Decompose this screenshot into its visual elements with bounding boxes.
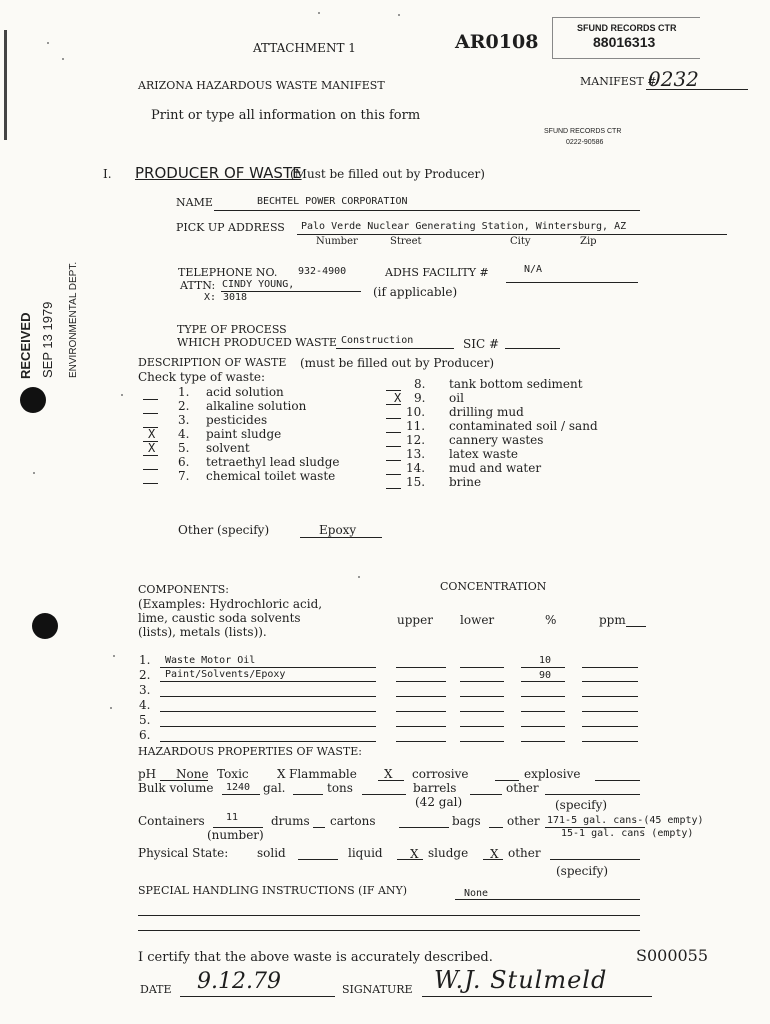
- waste-type-mark: X: [148, 427, 156, 441]
- waste-type-number: 10.: [406, 405, 426, 419]
- waste-type-label: brine: [449, 475, 482, 489]
- waste-type-label: solvent: [206, 441, 250, 455]
- sludge-mark: X: [490, 847, 499, 861]
- extension-value: 3018: [223, 292, 248, 303]
- waste-type-label: pesticides: [206, 413, 268, 427]
- address-street-caption: Street: [390, 236, 422, 247]
- number-note: (number): [207, 828, 264, 842]
- records-number: 88016313: [593, 34, 656, 50]
- waste-type-number: 2.: [178, 399, 190, 413]
- manifest-number-label: MANIFEST #: [580, 75, 657, 88]
- name-label: NAME: [176, 196, 213, 209]
- waste-type-mark: X: [148, 441, 156, 455]
- manifest-number-value: 0232: [648, 67, 699, 91]
- date-value: 9.12.79: [197, 969, 281, 994]
- waste-type-number: 4.: [178, 427, 190, 441]
- signature-value: W.J. Stulmeld: [434, 966, 608, 994]
- special-handling-label: SPECIAL HANDLING INSTRUCTIONS (IF ANY): [138, 884, 408, 897]
- waste-type-label: alkaline solution: [206, 399, 307, 413]
- sludge-label: sludge: [428, 846, 469, 860]
- component-percent: 90: [539, 670, 552, 681]
- row-number: 6.: [139, 728, 151, 742]
- cartons-label: cartons: [330, 814, 376, 828]
- barrels-note: (42 gal): [415, 795, 463, 809]
- waste-type-number: 7.: [178, 469, 190, 483]
- waste-type-number: 6.: [178, 455, 190, 469]
- pickup-address-label: PICK UP ADDRESS: [176, 221, 285, 234]
- process-value: Construction: [341, 335, 414, 346]
- form-instruction: Print or type all information on this form: [151, 108, 421, 123]
- drums-label: drums: [271, 814, 310, 828]
- manifest-title: ARIZONA HAZARDOUS WASTE MANIFEST: [138, 79, 385, 92]
- physical-state-label: Physical State:: [138, 846, 229, 860]
- small-records-number: 0222-90586: [566, 139, 604, 146]
- component-percent: 10: [539, 655, 552, 666]
- scan-edge-mark: [4, 30, 7, 140]
- corrosive-label: corrosive: [412, 767, 469, 781]
- physical-specify-note: (specify): [556, 864, 609, 878]
- containers-label: Containers: [138, 814, 205, 828]
- waste-type-number: 13.: [406, 447, 426, 461]
- toxic-label: Toxic: [217, 767, 249, 781]
- address-number-caption: Number: [316, 236, 358, 247]
- ph-label: pH: [138, 767, 157, 781]
- waste-type-number: 3.: [178, 413, 190, 427]
- waste-type-number: 12.: [406, 433, 426, 447]
- date-label: DATE: [140, 983, 172, 996]
- sic-label: SIC #: [463, 337, 500, 351]
- waste-type-label: cannery wastes: [449, 433, 544, 447]
- containers-other-value: 171-5 gal. cans-(45 empty): [547, 815, 704, 826]
- waste-type-number: 9.: [414, 391, 426, 405]
- received-stamp: RECEIVED: [18, 312, 33, 379]
- component-name: Waste Motor Oil: [165, 655, 256, 666]
- bulk-volume-value: 1240: [226, 782, 251, 793]
- punch-hole: [20, 387, 46, 413]
- certification-text: I certify that the above waste is accurately described.: [138, 950, 493, 965]
- adhs-facility-label: ADHS FACILITY #: [385, 266, 489, 279]
- waste-type-label: contaminated soil / sand: [449, 419, 598, 433]
- waste-type-label: latex waste: [449, 447, 519, 461]
- waste-type-mark: X: [394, 391, 402, 405]
- flammable-value: X: [384, 767, 393, 781]
- column-upper: upper: [397, 613, 433, 627]
- row-number: 4.: [139, 698, 151, 712]
- telephone-value: 932-4900: [298, 266, 347, 277]
- waste-type-label: mud and water: [449, 461, 542, 475]
- section-heading: PRODUCER OF WASTE: [135, 164, 302, 182]
- adhs-facility-value: N/A: [524, 264, 543, 275]
- attention-label: ATTN:: [180, 279, 216, 292]
- waste-type-number: 15.: [406, 475, 426, 489]
- waste-type-number: 14.: [406, 461, 426, 475]
- column-lower: lower: [460, 613, 495, 627]
- row-number: 3.: [139, 683, 151, 697]
- waste-type-label: chemical toilet waste: [206, 469, 336, 483]
- special-handling-value: None: [464, 888, 489, 899]
- column-percent: %: [545, 613, 557, 627]
- containers-other-value-2: 15-1 gal. cans (empty): [561, 828, 694, 839]
- other-waste-value: Epoxy: [319, 523, 357, 537]
- waste-type-label: acid solution: [206, 385, 284, 399]
- hazard-properties-label: HAZARDOUS PROPERTIES OF WASTE:: [138, 745, 362, 758]
- waste-type-label: oil: [449, 391, 464, 405]
- tons-label: tons: [327, 781, 353, 795]
- toxic-value: X: [277, 767, 286, 781]
- other-waste-label: Other (specify): [178, 523, 270, 537]
- containers-value: 11: [226, 812, 239, 823]
- pickup-address-value: Palo Verde Nuclear Generating Station, Wintersburg, AZ: [301, 221, 627, 232]
- document-code: AR0108: [455, 31, 539, 53]
- concentration-label: CONCENTRATION: [440, 580, 547, 593]
- received-department: ENVIRONMENTAL DEPT.: [68, 261, 79, 378]
- liquid-label: liquid: [348, 846, 383, 860]
- small-records-label: SFUND RECORDS CTR: [544, 128, 622, 135]
- waste-type-label: drilling mud: [449, 405, 524, 419]
- containers-other-label: other: [507, 814, 540, 828]
- bulk-volume-label: Bulk volume: [138, 781, 214, 795]
- extension-label: X:: [204, 292, 217, 303]
- ph-value: None: [176, 767, 209, 781]
- waste-type-label: tetraethyl lead sludge: [206, 455, 340, 469]
- row-number: 1.: [139, 653, 151, 667]
- attention-value: CINDY YOUNG,: [222, 279, 295, 290]
- check-type-label: Check type of waste:: [138, 370, 266, 384]
- waste-type-number: 8.: [414, 377, 426, 391]
- explosive-label: explosive: [524, 767, 581, 781]
- section-heading-note: (Must be filled out by Producer): [290, 167, 485, 181]
- waste-type-label: paint sludge: [206, 427, 282, 441]
- section-number: I.: [103, 167, 112, 181]
- bulk-other-label: other: [506, 781, 539, 795]
- barrels-label: barrels: [413, 781, 457, 795]
- waste-type-number: 11.: [406, 419, 426, 433]
- bags-label: bags: [452, 814, 481, 828]
- bulk-specify-note: (specify): [555, 798, 608, 812]
- document-id: S000055: [636, 946, 709, 965]
- column-ppm: ppm: [599, 613, 626, 627]
- components-label: COMPONENTS:: [138, 583, 229, 596]
- solid-label: solid: [257, 846, 286, 860]
- process-type-label: TYPE OF PROCESS: [177, 323, 287, 336]
- liquid-mark: X: [410, 847, 419, 861]
- physical-other-label: other: [508, 846, 541, 860]
- attachment-label: ATTACHMENT 1: [253, 41, 356, 55]
- gallons-label: gal.: [263, 781, 286, 795]
- waste-type-number: 5.: [178, 441, 190, 455]
- waste-type-label: tank bottom sediment: [449, 377, 583, 391]
- punch-hole: [32, 613, 58, 639]
- components-examples-1: (Examples: Hydrochloric acid,: [138, 597, 323, 611]
- waste-type-number: 1.: [178, 385, 190, 399]
- address-zip-caption: Zip: [580, 236, 597, 247]
- row-number: 2.: [139, 668, 151, 682]
- components-examples-3: (lists), metals (lists)).: [138, 625, 267, 639]
- process-produced-label: WHICH PRODUCED WASTE: [177, 336, 337, 349]
- received-date: SEP 13 1979: [40, 301, 55, 378]
- row-number: 5.: [139, 713, 151, 727]
- address-city-caption: City: [510, 236, 531, 247]
- description-label: DESCRIPTION OF WASTE: [138, 356, 287, 369]
- if-applicable-note: (if applicable): [373, 285, 458, 299]
- name-value: BECHTEL POWER CORPORATION: [257, 196, 408, 207]
- components-examples-2: lime, caustic soda solvents: [138, 611, 301, 625]
- signature-label: SIGNATURE: [342, 983, 413, 996]
- description-note: (must be filled out by Producer): [300, 356, 495, 370]
- records-center-label: SFUND RECORDS CTR: [577, 23, 677, 33]
- telephone-label: TELEPHONE NO.: [178, 266, 278, 279]
- component-name: Paint/Solvents/Epoxy: [165, 669, 286, 680]
- flammable-label: Flammable: [289, 767, 357, 781]
